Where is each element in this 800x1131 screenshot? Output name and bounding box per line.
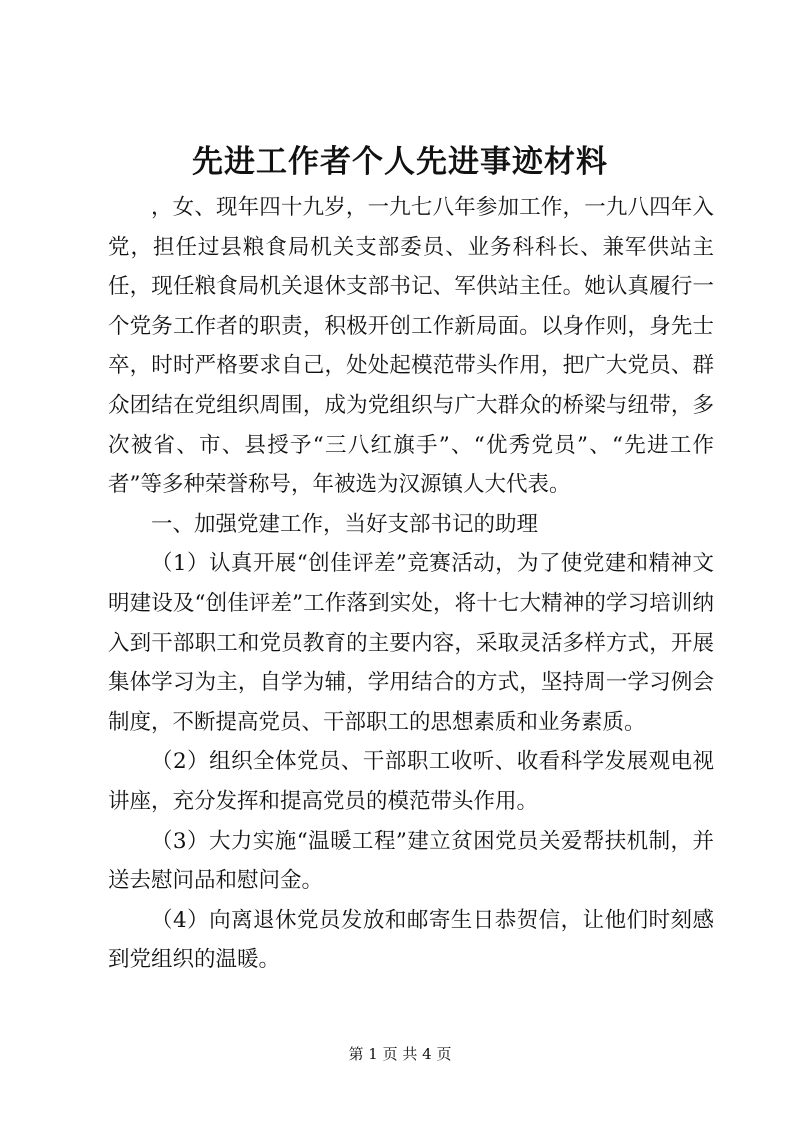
document-title: 先进工作者个人先进事迹材料 — [192, 144, 608, 180]
paragraph-item-2: （2）组织全体党员、干部职工收听、收看科学发展观电视讲座，充分发挥和提高党员的模范带头作用。 — [108, 749, 714, 814]
paragraph-item-3: （3）大力实施“温暖工程”建立贫困党员关爱帮扶机制，并送去慰问品和慰问金。 — [108, 828, 714, 894]
document-body — [108, 188, 714, 980]
section-heading-1: 一、加强党建工作，当好支部书记的助理 — [151, 511, 539, 537]
paragraph-item-4: （4）向离退休党员发放和邮寄生日恭贺信，让他们时刻感到党组织的温暖。 — [108, 907, 714, 973]
paragraph-item-1: （1）认真开展“创佳评差”竞赛活动，为了使党建和精神文明建设及“创佳评差”工作落到实处，将十七大精神的学习培训纳入到干部职工和党员教育的主要内容，采取灵活多样方式，开展集体学习为主，自学为辅，学用结合的方式，坚持周一学习例会制度，不断提高党员、干部职工的思想素质和业务素质。 — [108, 551, 714, 735]
paragraph-intro: ，女、现年四十九岁，一九七八年参加工作，一九八四年入党，担任过县粮食局机关支部委员、业务科科长、兼军供站主任，现任粮食局机关退休支部书记、军供站主任。她认真履行一个党务工作者的职责，积极开创工作新局面。以身作则，身先士卒，时时严格要求自己，处处起模范带头作用，把广大党员、群众团结在党组织周围，成为党组织与广大群众的桥梁与纽带，多次被省、市、县授予“三八红旗手”、“优秀党员”、“先进工作者”等多种荣誉称号，年被选为汉源镇人大代表。 — [108, 195, 714, 498]
page-number-footer: 第 1 页 共 4 页 — [348, 1045, 452, 1063]
